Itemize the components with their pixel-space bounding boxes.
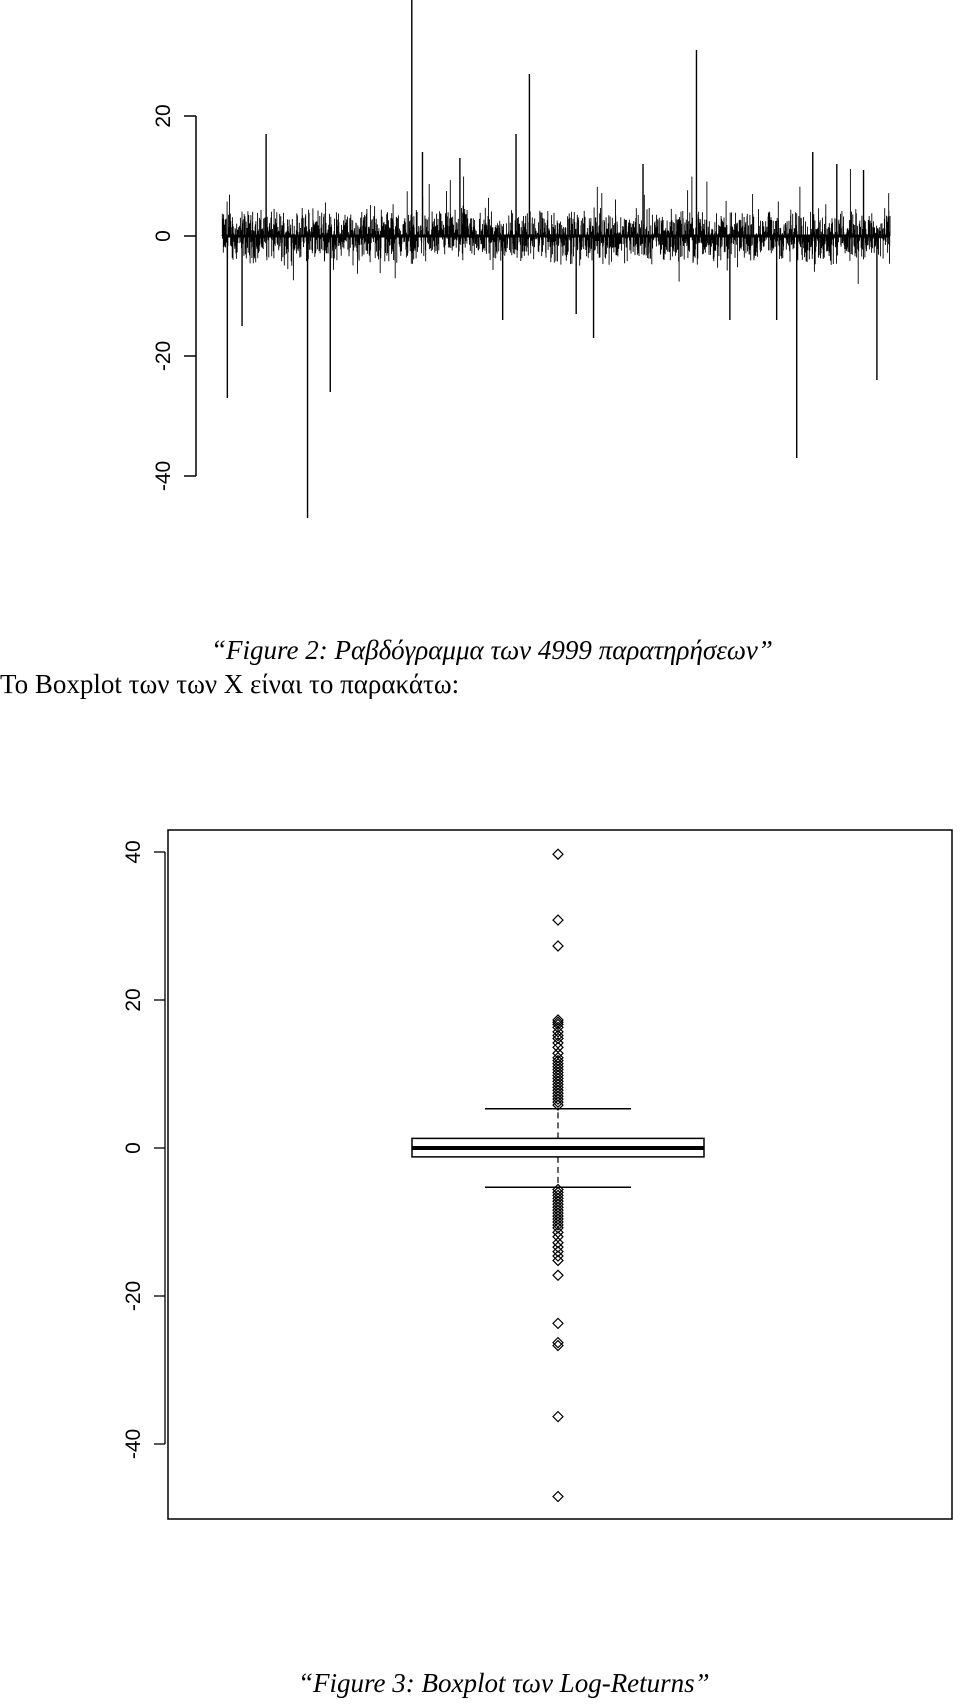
y-tick-label-2: 0 [122,1142,145,1154]
figure-3-caption: “Figure 3: Boxplot των Log-Returns” [298,1668,710,1698]
outlier-51 [553,1270,563,1280]
boxplot-intro-text: Το Boxplot των των X είναι το παρακάτω: [0,669,460,699]
bar-noise [222,169,890,284]
y-tick-label-1: -20 [122,1280,145,1312]
figure-2-caption: “Figure 2: Ραβδόγραμμα των 4999 παρατηρήσεων” [211,635,773,665]
y-tick-label-4: 40 [122,840,145,864]
outlier-0 [553,849,563,859]
y-tick-label-2: 0 [152,230,175,242]
outlier-55 [553,1412,563,1422]
boxplot-outliers [553,849,563,1501]
y-tick-label-0: -40 [122,1428,145,1460]
outlier-54 [553,1341,563,1351]
outlier-53 [553,1338,563,1348]
outlier-2 [553,941,563,951]
y-tick-label-1: -20 [152,340,175,372]
outlier-1 [553,915,563,925]
boxplot-y-axis [122,840,165,1459]
barplot-bars [222,0,890,518]
outlier-56 [553,1492,563,1502]
barplot-y-axis [152,104,196,491]
outlier-52 [553,1318,563,1328]
y-tick-label-3: 20 [122,988,145,1012]
boxplot-chart [0,800,960,1520]
barplot-chart [0,0,960,560]
y-tick-label-0: -40 [152,460,175,492]
y-tick-label-3: 20 [152,104,175,128]
plot-frame [168,830,952,1519]
boxplot-box [412,1109,704,1187]
boxplot-frame [168,830,952,1519]
